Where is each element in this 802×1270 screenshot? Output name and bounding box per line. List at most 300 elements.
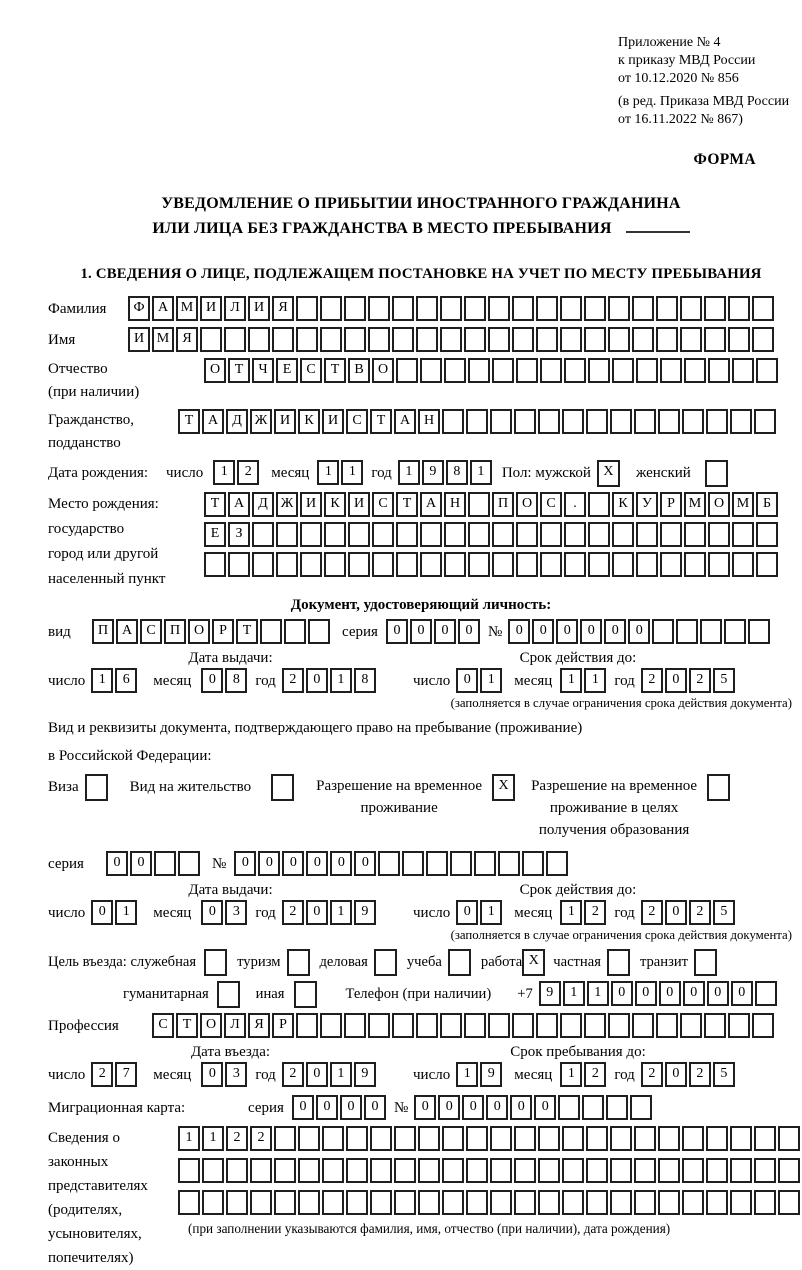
- char-cell[interactable]: 1: [115, 900, 137, 925]
- char-cell[interactable]: [324, 552, 346, 577]
- char-cell[interactable]: [636, 358, 658, 383]
- char-cell[interactable]: Т: [370, 409, 392, 434]
- char-cell[interactable]: [178, 851, 200, 876]
- char-cell[interactable]: [752, 327, 774, 352]
- char-cell[interactable]: [612, 522, 634, 547]
- char-cell[interactable]: [752, 296, 774, 321]
- char-cell[interactable]: [732, 522, 754, 547]
- char-cell[interactable]: [684, 522, 706, 547]
- char-cell[interactable]: З: [228, 522, 250, 547]
- char-cell[interactable]: 2: [641, 900, 663, 925]
- char-cell[interactable]: [178, 1158, 200, 1183]
- char-cell[interactable]: [636, 552, 658, 577]
- char-cell[interactable]: [682, 1126, 704, 1151]
- char-cell[interactable]: [488, 327, 510, 352]
- char-cell[interactable]: [492, 552, 514, 577]
- char-cell[interactable]: [730, 1126, 752, 1151]
- char-cell[interactable]: [588, 358, 610, 383]
- char-cell[interactable]: 0: [91, 900, 113, 925]
- char-cell[interactable]: [368, 1013, 390, 1038]
- char-cell[interactable]: [252, 522, 274, 547]
- char-cell[interactable]: Т: [396, 492, 418, 517]
- char-cell[interactable]: [284, 619, 306, 644]
- char-cell[interactable]: 1: [560, 900, 582, 925]
- char-cell[interactable]: [756, 552, 778, 577]
- char-cell[interactable]: [466, 1158, 488, 1183]
- char-cell[interactable]: [298, 1126, 320, 1151]
- char-cell[interactable]: 0: [410, 619, 432, 644]
- char-cell[interactable]: [300, 522, 322, 547]
- char-cell[interactable]: [440, 1013, 462, 1038]
- char-cell[interactable]: 1: [330, 668, 352, 693]
- checkbox-cell[interactable]: [705, 460, 728, 487]
- char-cell[interactable]: [754, 1190, 776, 1215]
- char-cell[interactable]: 0: [130, 851, 152, 876]
- char-cell[interactable]: [564, 522, 586, 547]
- char-cell[interactable]: [708, 552, 730, 577]
- char-cell[interactable]: [370, 1190, 392, 1215]
- char-cell[interactable]: 0: [414, 1095, 436, 1120]
- char-cell[interactable]: [492, 358, 514, 383]
- char-cell[interactable]: [418, 1158, 440, 1183]
- char-cell[interactable]: [296, 1013, 318, 1038]
- checkbox-cell[interactable]: [85, 774, 108, 801]
- char-cell[interactable]: [586, 1126, 608, 1151]
- checkbox-cell[interactable]: [694, 949, 717, 976]
- char-cell[interactable]: О: [372, 358, 394, 383]
- char-cell[interactable]: [588, 492, 610, 517]
- char-cell[interactable]: Т: [228, 358, 250, 383]
- char-cell[interactable]: [320, 296, 342, 321]
- char-cell[interactable]: [516, 552, 538, 577]
- char-cell[interactable]: [320, 327, 342, 352]
- char-cell[interactable]: [612, 552, 634, 577]
- char-cell[interactable]: [322, 1126, 344, 1151]
- char-cell[interactable]: [632, 327, 654, 352]
- char-cell[interactable]: [728, 1013, 750, 1038]
- char-cell[interactable]: [610, 1158, 632, 1183]
- char-cell[interactable]: [392, 327, 414, 352]
- char-cell[interactable]: [490, 1126, 512, 1151]
- char-cell[interactable]: [608, 327, 630, 352]
- char-cell[interactable]: Ж: [276, 492, 298, 517]
- char-cell[interactable]: [368, 296, 390, 321]
- char-cell[interactable]: [522, 851, 544, 876]
- char-cell[interactable]: [226, 1190, 248, 1215]
- char-cell[interactable]: С: [300, 358, 322, 383]
- char-cell[interactable]: [754, 1126, 776, 1151]
- char-cell[interactable]: [274, 1126, 296, 1151]
- char-cell[interactable]: [538, 1190, 560, 1215]
- char-cell[interactable]: [724, 619, 746, 644]
- char-cell[interactable]: 0: [683, 981, 705, 1006]
- char-cell[interactable]: 9: [539, 981, 561, 1006]
- char-cell[interactable]: 0: [510, 1095, 532, 1120]
- char-cell[interactable]: 5: [713, 900, 735, 925]
- char-cell[interactable]: [632, 1013, 654, 1038]
- char-cell[interactable]: [652, 619, 674, 644]
- char-cell[interactable]: [320, 1013, 342, 1038]
- char-cell[interactable]: [370, 1158, 392, 1183]
- char-cell[interactable]: 0: [330, 851, 352, 876]
- char-cell[interactable]: [630, 1095, 652, 1120]
- char-cell[interactable]: [684, 358, 706, 383]
- char-cell[interactable]: [464, 296, 486, 321]
- char-cell[interactable]: 9: [422, 460, 444, 485]
- char-cell[interactable]: [584, 296, 606, 321]
- char-cell[interactable]: О: [708, 492, 730, 517]
- char-cell[interactable]: [660, 358, 682, 383]
- char-cell[interactable]: [538, 1158, 560, 1183]
- char-cell[interactable]: [708, 358, 730, 383]
- checkbox-cell[interactable]: [374, 949, 397, 976]
- char-cell[interactable]: Т: [236, 619, 258, 644]
- checkbox-cell[interactable]: [204, 949, 227, 976]
- char-cell[interactable]: 0: [456, 668, 478, 693]
- char-cell[interactable]: [680, 1013, 702, 1038]
- char-cell[interactable]: [732, 552, 754, 577]
- char-cell[interactable]: [704, 327, 726, 352]
- char-cell[interactable]: [396, 552, 418, 577]
- char-cell[interactable]: [706, 1126, 728, 1151]
- char-cell[interactable]: [754, 409, 776, 434]
- char-cell[interactable]: Н: [444, 492, 466, 517]
- char-cell[interactable]: [538, 1126, 560, 1151]
- char-cell[interactable]: 2: [641, 1062, 663, 1087]
- char-cell[interactable]: [420, 358, 442, 383]
- char-cell[interactable]: 0: [665, 900, 687, 925]
- char-cell[interactable]: П: [92, 619, 114, 644]
- char-cell[interactable]: [778, 1158, 800, 1183]
- char-cell[interactable]: [658, 1190, 680, 1215]
- char-cell[interactable]: [706, 409, 728, 434]
- char-cell[interactable]: 5: [713, 1062, 735, 1087]
- char-cell[interactable]: 0: [106, 851, 128, 876]
- char-cell[interactable]: Л: [224, 296, 246, 321]
- char-cell[interactable]: [224, 327, 246, 352]
- char-cell[interactable]: [488, 1013, 510, 1038]
- checkbox-cell[interactable]: [707, 774, 730, 801]
- char-cell[interactable]: 6: [115, 668, 137, 693]
- char-cell[interactable]: [540, 358, 562, 383]
- char-cell[interactable]: [700, 619, 722, 644]
- char-cell[interactable]: 2: [282, 1062, 304, 1087]
- char-cell[interactable]: [656, 296, 678, 321]
- char-cell[interactable]: С: [372, 492, 394, 517]
- char-cell[interactable]: [608, 296, 630, 321]
- char-cell[interactable]: [658, 409, 680, 434]
- char-cell[interactable]: [755, 981, 777, 1006]
- char-cell[interactable]: [346, 1190, 368, 1215]
- char-cell[interactable]: [606, 1095, 628, 1120]
- char-cell[interactable]: 0: [665, 1062, 687, 1087]
- char-cell[interactable]: 0: [316, 1095, 338, 1120]
- char-cell[interactable]: [608, 1013, 630, 1038]
- checkbox-cell[interactable]: [271, 774, 294, 801]
- char-cell[interactable]: 0: [611, 981, 633, 1006]
- char-cell[interactable]: А: [202, 409, 224, 434]
- char-cell[interactable]: [682, 1190, 704, 1215]
- char-cell[interactable]: [468, 552, 490, 577]
- char-cell[interactable]: [368, 327, 390, 352]
- char-cell[interactable]: [346, 1158, 368, 1183]
- char-cell[interactable]: [680, 327, 702, 352]
- char-cell[interactable]: [248, 327, 270, 352]
- char-cell[interactable]: 1: [563, 981, 585, 1006]
- char-cell[interactable]: Р: [660, 492, 682, 517]
- char-cell[interactable]: [298, 1158, 320, 1183]
- char-cell[interactable]: А: [116, 619, 138, 644]
- char-cell[interactable]: [636, 522, 658, 547]
- char-cell[interactable]: [588, 552, 610, 577]
- char-cell[interactable]: [464, 1013, 486, 1038]
- char-cell[interactable]: [202, 1190, 224, 1215]
- char-cell[interactable]: [344, 327, 366, 352]
- char-cell[interactable]: Я: [272, 296, 294, 321]
- char-cell[interactable]: [296, 296, 318, 321]
- char-cell[interactable]: И: [348, 492, 370, 517]
- char-cell[interactable]: [474, 851, 496, 876]
- char-cell[interactable]: [560, 1013, 582, 1038]
- char-cell[interactable]: Р: [212, 619, 234, 644]
- checkbox-cell[interactable]: [607, 949, 630, 976]
- char-cell[interactable]: А: [152, 296, 174, 321]
- char-cell[interactable]: М: [176, 296, 198, 321]
- char-cell[interactable]: [564, 552, 586, 577]
- checkbox-cell[interactable]: [294, 981, 317, 1008]
- char-cell[interactable]: 0: [707, 981, 729, 1006]
- char-cell[interactable]: Ж: [250, 409, 272, 434]
- char-cell[interactable]: В: [348, 358, 370, 383]
- char-cell[interactable]: 2: [689, 1062, 711, 1087]
- char-cell[interactable]: [200, 327, 222, 352]
- char-cell[interactable]: [586, 1158, 608, 1183]
- char-cell[interactable]: П: [164, 619, 186, 644]
- char-cell[interactable]: [396, 522, 418, 547]
- char-cell[interactable]: [512, 1013, 534, 1038]
- char-cell[interactable]: С: [152, 1013, 174, 1038]
- char-cell[interactable]: [418, 1126, 440, 1151]
- char-cell[interactable]: [560, 327, 582, 352]
- char-cell[interactable]: 1: [560, 1062, 582, 1087]
- char-cell[interactable]: 1: [587, 981, 609, 1006]
- char-cell[interactable]: 2: [689, 668, 711, 693]
- char-cell[interactable]: С: [540, 492, 562, 517]
- char-cell[interactable]: [392, 296, 414, 321]
- checkbox-cell[interactable]: X: [492, 774, 515, 801]
- char-cell[interactable]: 0: [659, 981, 681, 1006]
- char-cell[interactable]: Я: [248, 1013, 270, 1038]
- char-cell[interactable]: 1: [456, 1062, 478, 1087]
- char-cell[interactable]: 0: [456, 900, 478, 925]
- char-cell[interactable]: [466, 409, 488, 434]
- char-cell[interactable]: [492, 522, 514, 547]
- char-cell[interactable]: Т: [178, 409, 200, 434]
- char-cell[interactable]: [466, 1190, 488, 1215]
- checkbox-cell[interactable]: X: [522, 949, 545, 976]
- char-cell[interactable]: [228, 552, 250, 577]
- char-cell[interactable]: 0: [306, 668, 328, 693]
- char-cell[interactable]: [308, 619, 330, 644]
- char-cell[interactable]: 8: [225, 668, 247, 693]
- char-cell[interactable]: [584, 327, 606, 352]
- char-cell[interactable]: [682, 1158, 704, 1183]
- char-cell[interactable]: 0: [635, 981, 657, 1006]
- char-cell[interactable]: [418, 1190, 440, 1215]
- char-cell[interactable]: 2: [226, 1126, 248, 1151]
- char-cell[interactable]: М: [152, 327, 174, 352]
- char-cell[interactable]: 0: [665, 668, 687, 693]
- char-cell[interactable]: 2: [282, 900, 304, 925]
- char-cell[interactable]: [372, 522, 394, 547]
- char-cell[interactable]: 3: [225, 900, 247, 925]
- char-cell[interactable]: 0: [628, 619, 650, 644]
- char-cell[interactable]: [260, 619, 282, 644]
- char-cell[interactable]: [610, 409, 632, 434]
- char-cell[interactable]: [656, 1013, 678, 1038]
- char-cell[interactable]: Н: [418, 409, 440, 434]
- char-cell[interactable]: [324, 522, 346, 547]
- char-cell[interactable]: [416, 1013, 438, 1038]
- char-cell[interactable]: [540, 552, 562, 577]
- char-cell[interactable]: [610, 1190, 632, 1215]
- char-cell[interactable]: 0: [201, 668, 223, 693]
- char-cell[interactable]: [394, 1190, 416, 1215]
- char-cell[interactable]: 0: [604, 619, 626, 644]
- char-cell[interactable]: [394, 1158, 416, 1183]
- char-cell[interactable]: 1: [480, 900, 502, 925]
- char-cell[interactable]: 0: [306, 1062, 328, 1087]
- char-cell[interactable]: О: [188, 619, 210, 644]
- checkbox-cell[interactable]: [217, 981, 240, 1008]
- char-cell[interactable]: А: [228, 492, 250, 517]
- char-cell[interactable]: [660, 552, 682, 577]
- char-cell[interactable]: [634, 1158, 656, 1183]
- checkbox-cell[interactable]: X: [597, 460, 620, 487]
- char-cell[interactable]: Д: [226, 409, 248, 434]
- char-cell[interactable]: [634, 1126, 656, 1151]
- char-cell[interactable]: 0: [458, 619, 480, 644]
- char-cell[interactable]: [562, 1126, 584, 1151]
- char-cell[interactable]: [204, 552, 226, 577]
- char-cell[interactable]: М: [684, 492, 706, 517]
- char-cell[interactable]: О: [204, 358, 226, 383]
- char-cell[interactable]: [704, 1013, 726, 1038]
- char-cell[interactable]: [394, 1126, 416, 1151]
- char-cell[interactable]: [514, 409, 536, 434]
- char-cell[interactable]: 0: [462, 1095, 484, 1120]
- char-cell[interactable]: И: [322, 409, 344, 434]
- char-cell[interactable]: 1: [584, 668, 606, 693]
- char-cell[interactable]: [322, 1158, 344, 1183]
- char-cell[interactable]: 0: [534, 1095, 556, 1120]
- char-cell[interactable]: Т: [324, 358, 346, 383]
- char-cell[interactable]: 1: [317, 460, 339, 485]
- char-cell[interactable]: [488, 296, 510, 321]
- char-cell[interactable]: 0: [258, 851, 280, 876]
- char-cell[interactable]: 0: [306, 900, 328, 925]
- char-cell[interactable]: [378, 851, 400, 876]
- char-cell[interactable]: 0: [306, 851, 328, 876]
- char-cell[interactable]: [250, 1158, 272, 1183]
- char-cell[interactable]: [370, 1126, 392, 1151]
- char-cell[interactable]: [546, 851, 568, 876]
- char-cell[interactable]: [778, 1126, 800, 1151]
- char-cell[interactable]: [276, 552, 298, 577]
- char-cell[interactable]: 0: [532, 619, 554, 644]
- char-cell[interactable]: 2: [282, 668, 304, 693]
- char-cell[interactable]: [450, 851, 472, 876]
- char-cell[interactable]: [586, 1190, 608, 1215]
- char-cell[interactable]: [562, 1158, 584, 1183]
- char-cell[interactable]: [442, 1158, 464, 1183]
- char-cell[interactable]: [588, 522, 610, 547]
- char-cell[interactable]: [632, 296, 654, 321]
- char-cell[interactable]: 2: [689, 900, 711, 925]
- char-cell[interactable]: [514, 1126, 536, 1151]
- char-cell[interactable]: [708, 522, 730, 547]
- char-cell[interactable]: [440, 327, 462, 352]
- char-cell[interactable]: Ч: [252, 358, 274, 383]
- char-cell[interactable]: [498, 851, 520, 876]
- char-cell[interactable]: 8: [354, 668, 376, 693]
- char-cell[interactable]: [250, 1190, 272, 1215]
- char-cell[interactable]: [426, 851, 448, 876]
- char-cell[interactable]: [420, 552, 442, 577]
- char-cell[interactable]: 0: [486, 1095, 508, 1120]
- char-cell[interactable]: [748, 619, 770, 644]
- char-cell[interactable]: [442, 409, 464, 434]
- char-cell[interactable]: С: [140, 619, 162, 644]
- char-cell[interactable]: [558, 1095, 580, 1120]
- char-cell[interactable]: 2: [584, 1062, 606, 1087]
- char-cell[interactable]: 3: [225, 1062, 247, 1087]
- char-cell[interactable]: [658, 1126, 680, 1151]
- char-cell[interactable]: Т: [204, 492, 226, 517]
- char-cell[interactable]: [752, 1013, 774, 1038]
- char-cell[interactable]: [538, 409, 560, 434]
- char-cell[interactable]: [420, 522, 442, 547]
- char-cell[interactable]: [564, 358, 586, 383]
- char-cell[interactable]: 0: [340, 1095, 362, 1120]
- char-cell[interactable]: [610, 1126, 632, 1151]
- char-cell[interactable]: [660, 522, 682, 547]
- char-cell[interactable]: [512, 327, 534, 352]
- char-cell[interactable]: Ф: [128, 296, 150, 321]
- char-cell[interactable]: 0: [234, 851, 256, 876]
- char-cell[interactable]: А: [394, 409, 416, 434]
- char-cell[interactable]: 0: [580, 619, 602, 644]
- char-cell[interactable]: [634, 409, 656, 434]
- char-cell[interactable]: [322, 1190, 344, 1215]
- char-cell[interactable]: [444, 522, 466, 547]
- char-cell[interactable]: [346, 1126, 368, 1151]
- char-cell[interactable]: 9: [480, 1062, 502, 1087]
- char-cell[interactable]: [276, 522, 298, 547]
- char-cell[interactable]: [756, 358, 778, 383]
- char-cell[interactable]: А: [420, 492, 442, 517]
- char-cell[interactable]: [300, 552, 322, 577]
- char-cell[interactable]: 1: [330, 1062, 352, 1087]
- char-cell[interactable]: [344, 296, 366, 321]
- char-cell[interactable]: 1: [480, 668, 502, 693]
- char-cell[interactable]: [704, 296, 726, 321]
- char-cell[interactable]: [154, 851, 176, 876]
- char-cell[interactable]: [730, 1158, 752, 1183]
- char-cell[interactable]: 0: [386, 619, 408, 644]
- char-cell[interactable]: [274, 1190, 296, 1215]
- char-cell[interactable]: [226, 1158, 248, 1183]
